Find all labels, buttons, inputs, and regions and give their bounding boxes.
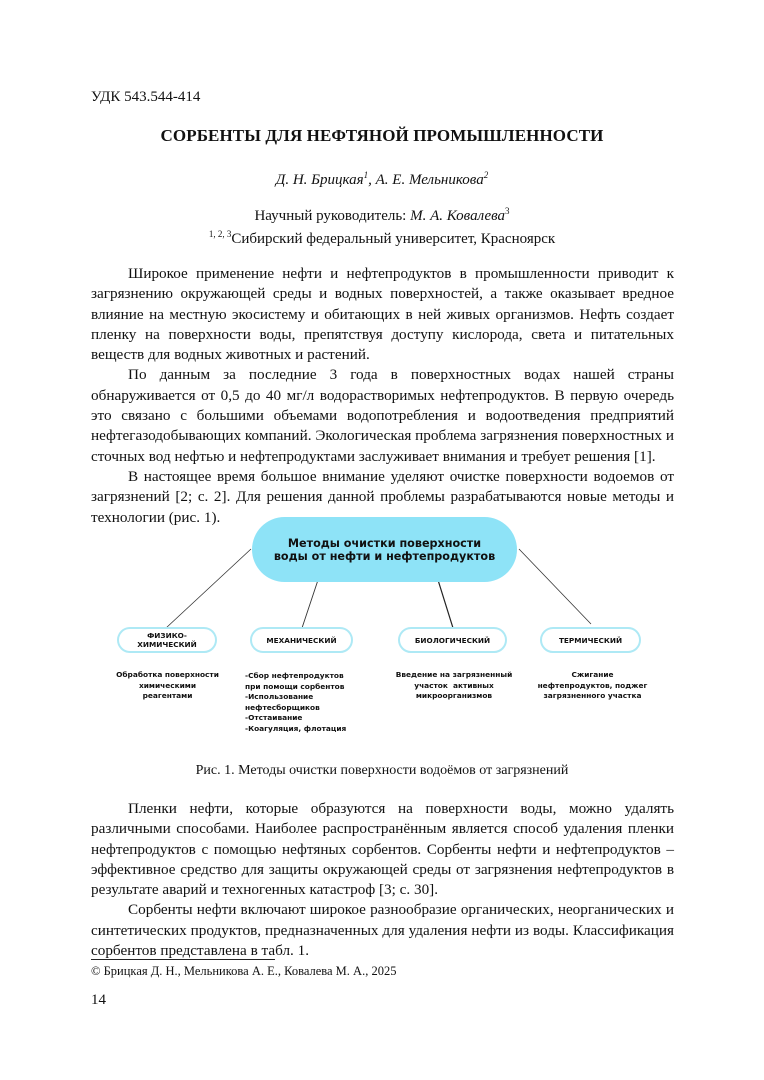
connector-line [302,580,318,628]
method-label-line: ФИЗИКО- [147,631,187,640]
method-node-physicochemical [117,627,217,653]
method-description-biological [388,670,520,702]
page-number: 14 [91,992,106,1008]
method-node-biological [398,627,507,653]
body-text-sorbents [91,799,674,961]
udk-code: УДК 543.544-414 [91,89,201,105]
method-node-mechanical [250,627,353,653]
copyright-footnote: © Брицкая Д. Н., Мельникова А. Е., Ковалева М. А., 2025 [91,964,397,978]
author-affil-mark: 1 [363,170,369,180]
description-line: -Сбор нефтепродуктов [245,671,344,680]
method-description-physicochemical [105,670,230,702]
description-line: нефтепродуктов, поджег [537,680,648,690]
description-line: Сжигание [571,670,614,679]
affiliation-line [0,229,764,248]
author-name: А. Е. Мельникова [375,172,484,188]
method-description-mechanical [245,671,370,735]
description-line: Введение на загрязненный [395,670,513,679]
paper-title: СОРБЕНТЫ ДЛЯ НЕФТЯНОЙ ПРОМЫШЛЕННОСТИ [160,126,604,145]
method-label-line: МЕХАНИЧЕСКИЙ [266,635,337,645]
paragraph: Сорбенты нефти включают широкое разнообразие органических, неорганических и синтетических продуктов, предназначенных для удаления нефти из воды. Классификация сорбентов представлена в табл. 1. [91,901,674,960]
description-line: -Использование [245,692,314,702]
connector-line [166,549,251,628]
method-label-line: ХИМИЧЕСКИЙ [137,640,197,649]
connector-line [519,549,591,624]
description-line: микроорганизмов [415,691,493,701]
paragraph: В настоящее время большое внимание уделяют очистке поверхности водоемов от загрязнений [2; с. 2]. Для решения данной проблемы разрабатываются новые методы и технологии (рис. 1). [91,467,674,526]
methods-diagram [100,505,664,745]
root-node-line: Методы очистки поверхности [287,536,482,550]
method-node-thermal [540,627,641,653]
author-separator: , [368,172,376,188]
method-label-line: ТЕРМИЧЕСКИЙ [558,635,623,645]
advisor-line [0,206,764,225]
affiliation-marks: 1, 2, 3 [208,229,232,239]
description-line: Обработка поверхности [116,670,219,679]
description-line: -Отстаивание [245,713,303,723]
root-node-line: воды от нефти и нефтепродуктов [273,549,496,563]
description-line: химическими [138,680,197,690]
description-line: участок активных [414,680,494,690]
connector-line [438,580,453,628]
paragraph: По данным за последние 3 года в поверхностных водах нашей страны обнаруживается от 0,5 до 40 мг/л водорастворимых нефтепродуктов. В первую очередь это связано с большими объемами водопотребления и водоотведения предприятий нефтегазодобывающих компаний. Экологическая проблема загрязнения поверхностных и сточных вод нефтью и нефтепродуктами заслуживает внимания и требует решения [1]. [91,366,674,465]
description-line: при помощи сорбентов [245,681,345,691]
body-text-intro [91,264,674,528]
affiliation-name: Сибирский федеральный университет, Красноярск [231,231,556,247]
footnote-divider [91,959,275,960]
description-line: реагентами [142,691,193,701]
author-affil-mark: 2 [483,170,489,180]
method-label-line: БИОЛОГИЧЕСКИЙ [414,635,491,645]
method-description-thermal [530,670,655,702]
advisor-name: М. А. Ковалева [410,208,506,224]
root-node [252,517,517,582]
advisor-label: Научный руководитель: [254,208,411,224]
author-name: Д. Н. Брицкая [275,172,364,188]
advisor-affil-mark: 3 [505,206,510,216]
description-line: -Коагуляция, флотация [245,723,347,733]
paragraph: Широкое применение нефти и нефтепродуктов в промышленности приводит к загрязнению окружающей среды и водных поверхностей, а также оказывает вредное влияние на местную экосистему и обитающих в ней живых организмов. Нефть создает пленку на поверхности воды, препятствуя доступу кислорода, света и питательных веществ для водных животных и растений. [91,265,674,364]
description-line: загрязненного участка [543,691,642,701]
authors-line [0,170,764,189]
description-line: нефтесборщиков [245,702,320,712]
paragraph: Пленки нефти, которые образуются на поверхности воды, можно удалять различными способами. Наиболее распространённым является способ удаления пленки нефтепродуктов с помощью нефтяных сорбентов. Сорбенты нефти и нефтепродуктов – эффективное средство для защиты окружающей среды от загрязнения нефтепродуктов в результате аварий и техногенных катастроф [3; с. 30]. [91,800,674,899]
figure-caption: Рис. 1. Методы очистки поверхности водоёмов от загрязнений [195,763,569,778]
